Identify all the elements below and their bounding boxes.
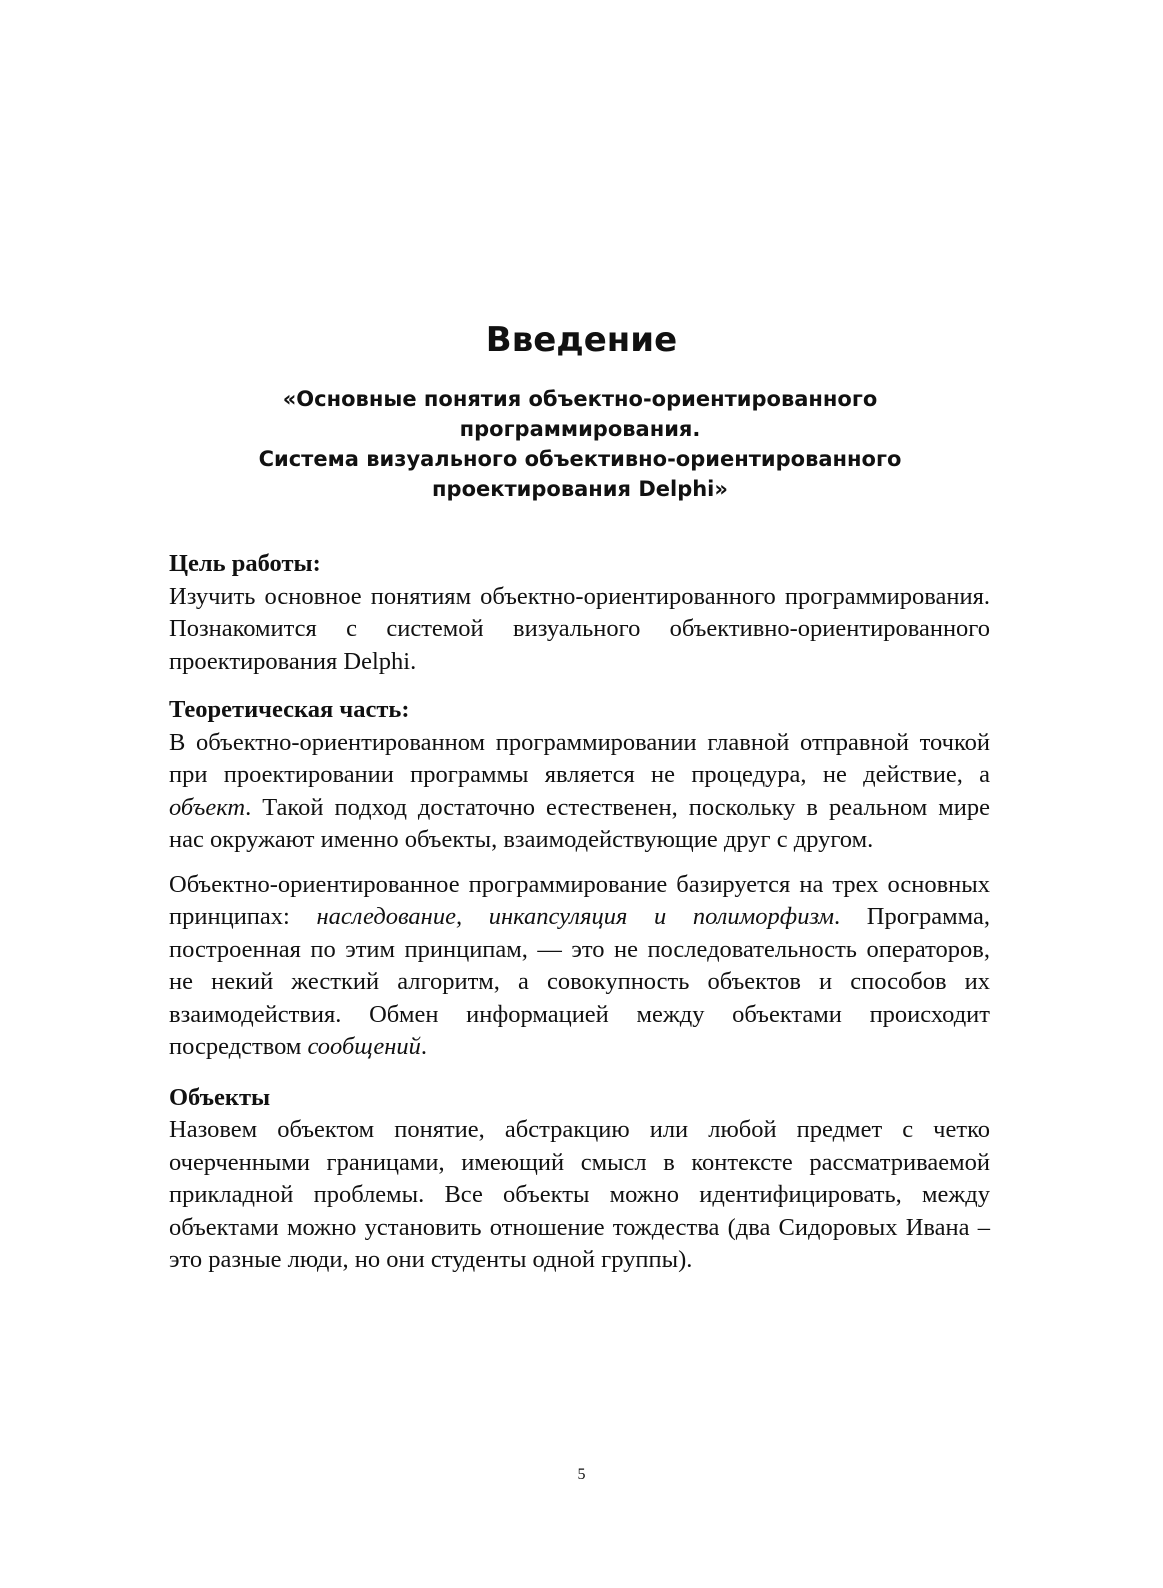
theory-paragraph-2: [169, 869, 990, 1064]
goal-text: Изучить основное понятиям объектно-ориентированного программирования. Познакомится с системой визуального объективно-ориентированного проектирования Delphi.: [169, 582, 990, 675]
theory-p1-emphasis: объект: [169, 793, 246, 821]
goal-section: [169, 548, 990, 678]
objects-text: Назовем объектом понятие, абстракцию или любой предмет с четко очерченными границами, имеющий смысл в контексте рассматриваемой прикладной проблемы. Все объекты можно идентифицировать, между объектами можно установить отношение тождества (два Сидоровых Ивана – это разные люди, но они студенты одной группы).: [169, 1116, 990, 1273]
chapter-subtitle: [200, 384, 960, 504]
theory-p2-messages: сообщений: [307, 1033, 421, 1060]
objects-section: [169, 1082, 990, 1277]
theory-paragraph-1: [169, 727, 990, 857]
theory-p1-text-end: . Такой подход достаточно естественен, поскольку в реальном мире нас окружают именно объекты, взаимодействующие друг с другом.: [169, 793, 990, 853]
page-number: 5: [577, 1466, 586, 1483]
main-content: [169, 548, 990, 1293]
subtitle-line: проектирования Delphi»: [432, 477, 728, 501]
subtitle-line: программирования.: [459, 417, 701, 441]
goal-heading: Цель работы:: [169, 550, 321, 577]
theory-p2-text-end: .: [420, 1033, 428, 1060]
theory-heading: Теоретическая часть:: [169, 696, 410, 723]
theory-p2-text-middle: . Программа, построенная по этим принципам, — это не последовательность операторов, не некий жесткий алгоритм, а совокупность объектов и способов их взаимодействия. Обмен информацией между объектами происходит посредством: [169, 903, 990, 1060]
subtitle-line: Система визуального объективно-ориентированного: [258, 447, 902, 471]
subtitle-line: «Основные понятия объектно-ориентированного: [282, 387, 878, 411]
objects-heading: Объекты: [169, 1083, 271, 1111]
theory-p2-text: Объектно-ориентированное программирование базируется на трех основных принципах:: [169, 870, 990, 930]
theory-section: [169, 694, 990, 1064]
page-title: Введение: [485, 320, 678, 360]
theory-p2-principles: наследование, инкапсуляция и полиморфизм: [316, 903, 835, 930]
theory-p1-text: В объектно-ориентированном программировании главной отправной точкой при проектировании программы является не процедура, не действие, а: [169, 728, 990, 788]
